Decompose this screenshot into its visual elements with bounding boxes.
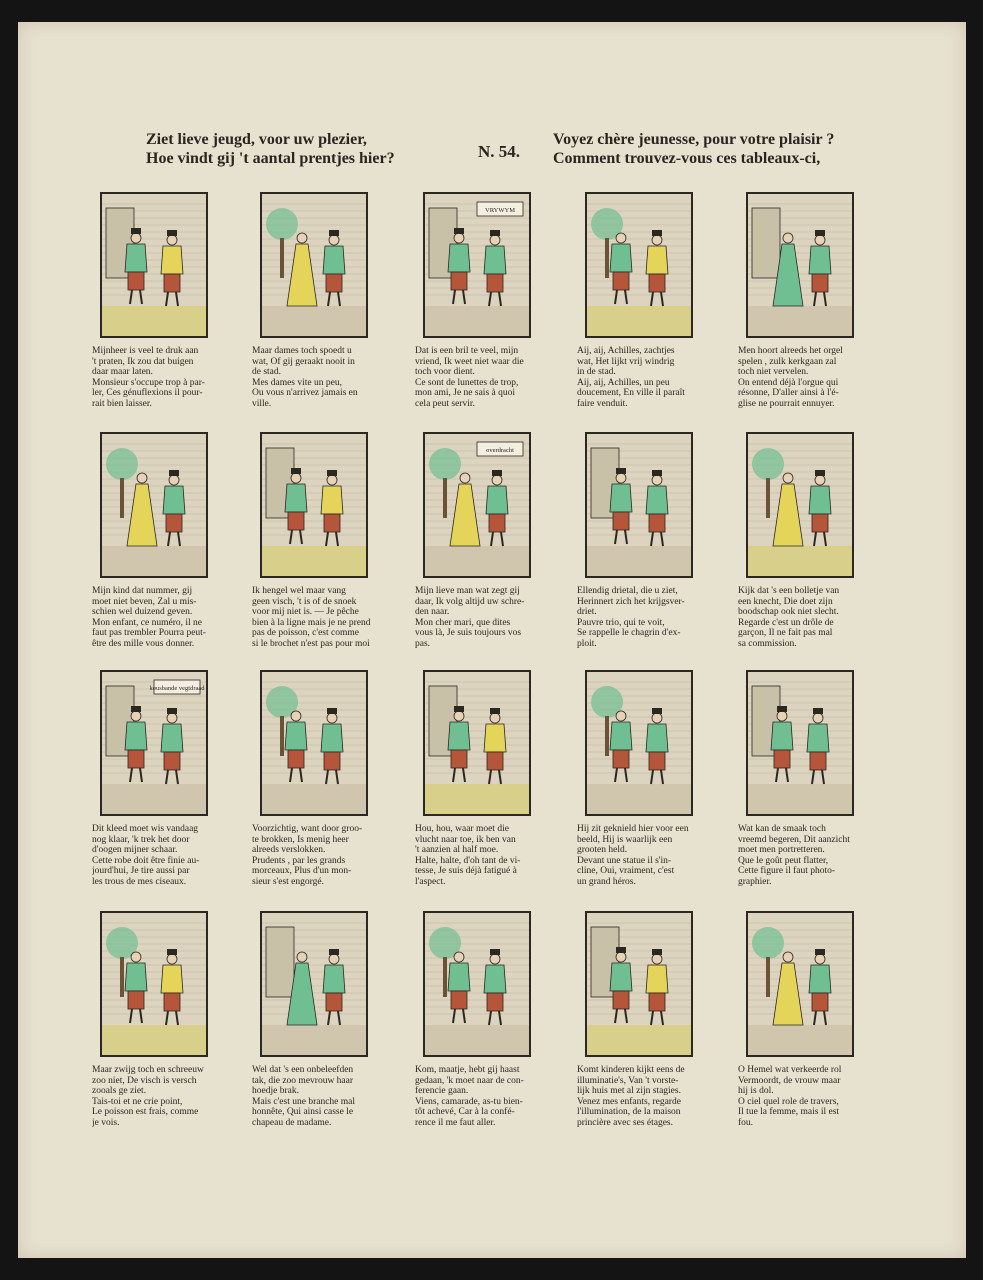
woodcut-illustration <box>585 192 693 338</box>
panel-caption <box>252 586 410 650</box>
caption-line: daar, Ik volg altijd uw schre- <box>415 596 525 607</box>
woodcut-illustration <box>100 192 208 338</box>
caption-line: geen visch, 't is of de snoek <box>252 596 357 607</box>
caption-line: spelen , zulk kerkgaan zal <box>738 356 837 367</box>
building <box>752 208 780 278</box>
tree-trunk <box>280 238 284 278</box>
header-french-line1: Voyez chère jeunesse, pour votre plaisir ? <box>553 131 835 148</box>
caption-line: ploit. <box>577 638 597 649</box>
panel-caption <box>577 824 735 888</box>
caption-line: sa commission. <box>738 638 797 649</box>
caption-line: Komt kinderen kijkt eens de <box>577 1065 685 1075</box>
caption-line: daar maar laten. <box>92 367 153 378</box>
caption-line: rait bien laisser. <box>92 398 152 409</box>
tree-trunk <box>766 957 770 997</box>
tree-trunk <box>766 478 770 518</box>
caption-line: Ellendig drietal, die u ziet, <box>577 586 678 596</box>
panel-caption <box>738 824 896 888</box>
caption-line: voor mij niet is. — Je pêche <box>252 607 359 618</box>
caption-line: ler, Ces génuflexions il pour- <box>92 388 203 399</box>
caption-line: Maar dames toch spoedt u <box>252 346 352 356</box>
caption-line: den naar. <box>415 607 450 618</box>
panel-caption <box>252 1065 410 1129</box>
caption-line: pas. <box>415 638 431 649</box>
shop-sign-text: kousbande vegtdraad <box>149 685 205 692</box>
caption-line: vreemd begeren, Dit aanzicht <box>738 834 850 845</box>
caption-line: Il tue la femme, mais il est <box>738 1107 840 1118</box>
shop-sign-text: VRYWYM <box>485 207 515 214</box>
caption-line: Herinnert zich het krijgsver- <box>577 596 685 607</box>
tree-trunk <box>443 478 447 518</box>
caption-line: Vermoordt, de vrouw maar <box>738 1075 841 1086</box>
caption-line: Voorzichtig, want door groo- <box>252 824 363 834</box>
caption-line: O ciel quel role de travers, <box>738 1096 839 1107</box>
building <box>266 927 294 997</box>
caption-line: mon ami, Je ne sais à quoi <box>415 388 515 399</box>
woodcut-illustration <box>585 670 693 816</box>
caption-line: nog klaar, 'k trek het door <box>92 834 190 845</box>
caption-line: te brokken, Is menig heer <box>252 834 349 845</box>
caption-line: chapeau de madame. <box>252 1117 332 1128</box>
panel-caption <box>577 586 735 650</box>
caption-line: être des mille vous donner. <box>92 638 195 649</box>
caption-line: faire venduit. <box>577 398 628 409</box>
caption-line: Mon cher mari, que dites <box>415 617 511 628</box>
caption-line: in de stad. <box>577 367 616 378</box>
caption-line: l'illumination, de la maison <box>577 1107 681 1118</box>
caption-line: wat, Of gij geraakt nooit in <box>252 356 355 367</box>
caption-line: vous là, Je suis toujours vos <box>415 628 522 639</box>
caption-line: glise ne pourrait ennuyer. <box>738 398 835 409</box>
caption-line: Mijnheer is veel te druk aan <box>92 346 199 356</box>
panel-caption <box>92 586 250 650</box>
caption-line: je vois. <box>92 1117 120 1128</box>
tree-trunk <box>443 957 447 997</box>
caption-line: tesse, Je suis déjà fatigué à <box>415 866 517 877</box>
panel-caption <box>577 1065 735 1129</box>
woodcut-illustration <box>100 670 208 816</box>
caption-line: illuminatie's, Van 't vorste- <box>577 1075 679 1086</box>
caption-line: cela peut servir. <box>415 398 475 409</box>
woodcut-illustration <box>260 670 368 816</box>
woodcut-illustration <box>260 911 368 1057</box>
header-dutch-line1: Ziet lieve jeugd, voor uw plezier, <box>146 131 367 148</box>
panel-caption <box>738 586 896 650</box>
caption-line: vlucht naar toe, ik ben van <box>415 834 516 845</box>
caption-line: Tais-toi et ne crie point, <box>92 1096 183 1107</box>
caption-line: Kom, maatje, hebt gij haast <box>415 1065 520 1075</box>
panel-caption <box>577 346 735 410</box>
panel-caption <box>415 1065 573 1129</box>
caption-line: morceaux, Plus d'un mon- <box>252 866 352 877</box>
caption-line: Viens, camarade, as-tu bien- <box>415 1096 523 1107</box>
caption-line: gedaan, 'k moet naar de con- <box>415 1075 524 1086</box>
header-french <box>553 130 834 168</box>
caption-line: Devant une statue il s'in- <box>577 855 672 866</box>
caption-line: un grand héros. <box>577 876 636 887</box>
caption-line: résonne, D'aller ainsi à l'é- <box>738 388 839 399</box>
caption-line: zoo niet, De visch is versch <box>92 1075 197 1086</box>
caption-line: Kijk dat 's een bolletje van <box>738 586 840 596</box>
caption-line: de stad. <box>252 367 282 378</box>
caption-line: Ou vous n'arrivez jamais en <box>252 388 358 399</box>
caption-line: O Hemel wat verkeerde rol <box>738 1065 842 1075</box>
tree <box>752 927 784 959</box>
caption-line: grooten held. <box>577 845 628 856</box>
shop-sign-text: overdracht <box>486 447 514 454</box>
caption-line: jourd'hui, Je tire aussi par <box>92 866 190 877</box>
caption-line: schien wel duizend geven. <box>92 607 193 618</box>
caption-line: Hij zit geknield hier voor een <box>577 824 689 834</box>
caption-line: boodschap ook niet slecht. <box>738 607 839 618</box>
caption-line: Le poisson est frais, comme <box>92 1107 199 1118</box>
caption-line: Hou, hou, waar moet die <box>415 824 509 834</box>
woodcut-illustration <box>260 432 368 578</box>
caption-line: l'aspect. <box>415 876 446 887</box>
header-dutch-line2: Hoe vindt gij 't aantal prentjes hier? <box>146 150 395 167</box>
panel-caption <box>252 824 410 888</box>
print-sheet <box>18 22 966 1258</box>
panel-caption <box>415 346 573 410</box>
caption-line: 't praten, Ik zou dat buigen <box>92 356 194 367</box>
woodcut-illustration <box>585 432 693 578</box>
header-french-line2: Comment trouvez-vous ces tableaux-ci, <box>553 150 821 167</box>
caption-line: honnête, Qui ainsi casse le <box>252 1107 354 1118</box>
woodcut-illustration <box>100 432 208 578</box>
caption-line: hoedje brak. <box>252 1086 299 1097</box>
caption-line: vriend, Ik weet niet waar die <box>415 356 524 367</box>
woodcut-illustration <box>585 911 693 1057</box>
caption-line: toch voor dient. <box>415 367 475 378</box>
woodcut-illustration <box>746 432 854 578</box>
tree <box>429 448 461 480</box>
tree-trunk <box>120 478 124 518</box>
panel-caption <box>92 346 250 410</box>
caption-line: pas de poisson, c'est comme <box>252 628 359 639</box>
caption-line: Regarde c'est un drôle de <box>738 617 834 628</box>
caption-line: Monsieur s'occupe trop à par- <box>92 377 205 388</box>
caption-line: ferencie gaan. <box>415 1086 469 1097</box>
caption-line: beeld, Hij is waarlijk een <box>577 834 673 845</box>
panel-caption <box>415 586 573 650</box>
woodcut-illustration <box>423 432 531 578</box>
caption-line: Que le goût peut flatter, <box>738 855 829 866</box>
woodcut-illustration <box>423 911 531 1057</box>
caption-line: Wel dat 's een onbeleefden <box>252 1065 354 1075</box>
caption-line: graphier. <box>738 876 772 887</box>
tree <box>266 208 298 240</box>
caption-line: tôt achevé, Car à la confé- <box>415 1107 515 1118</box>
caption-line: Prudents , par les grands <box>252 855 346 866</box>
caption-line: Wat kan de smaak toch <box>738 824 826 834</box>
caption-line: Men hoort alreeds het orgel <box>738 346 843 356</box>
caption-line: tak, die zoo mevrouw haar <box>252 1075 354 1086</box>
caption-line: Se rappelle le chagrin d'ex- <box>577 628 681 639</box>
caption-line: On entend déjà l'orgue qui <box>738 377 839 388</box>
panel-caption <box>738 346 896 410</box>
caption-line: sieur s'est engorgé. <box>252 876 324 887</box>
caption-line: toch niet vervelen. <box>738 367 809 378</box>
caption-line: Mijn kind dat nummer, gij <box>92 586 193 596</box>
caption-line: moet men portretteren. <box>738 845 825 856</box>
panel-caption <box>92 1065 250 1129</box>
caption-line: Aij, aij, Achilles, un peu <box>577 377 670 388</box>
caption-line: cline, Oui, vraiment, c'est <box>577 866 675 877</box>
caption-line: Mon enfant, ce numéro, il ne <box>92 617 203 628</box>
header-dutch <box>146 130 395 168</box>
caption-line: garçon, Il ne fait pas mal <box>738 628 833 639</box>
caption-line: fou. <box>738 1117 754 1128</box>
sheet-number: N. 54. <box>478 142 521 161</box>
caption-line: Mes dames vite un peu, <box>252 377 342 388</box>
caption-line: les trous de mes ciseaux. <box>92 876 187 887</box>
tree-trunk <box>605 716 609 756</box>
caption-line: princière avec ses étages. <box>577 1117 674 1128</box>
caption-line: Cette figure il faut photo- <box>738 866 836 877</box>
caption-line: moet niet beven, Zal u mis- <box>92 596 197 607</box>
caption-line: een knecht, Die doet zijn <box>738 596 833 607</box>
caption-line: bien à la ligne mais je ne prend <box>252 617 371 628</box>
caption-line: Aij, aij, Achilles, zachtjes <box>577 346 675 356</box>
caption-line: d'oogen mijner schaar. <box>92 845 178 856</box>
caption-line: Mais c'est une branche mal <box>252 1096 356 1107</box>
caption-line: Ce sont de lunettes de trop, <box>415 377 519 388</box>
caption-line: doucement, En ville il paraît <box>577 388 685 399</box>
tree-trunk <box>120 957 124 997</box>
woodcut-illustration <box>423 192 531 338</box>
caption-line: alreeds verslokken. <box>252 845 326 856</box>
caption-line: Halte, halte, d'oh tant de vi- <box>415 855 521 866</box>
caption-line: Maar zwijg toch en schreeuw <box>92 1065 204 1075</box>
caption-line: Dit kleed moet wis vandaag <box>92 824 199 834</box>
caption-line: Ik hengel wel maar vang <box>252 586 346 596</box>
caption-line: driet. <box>577 607 597 618</box>
tree-trunk <box>280 716 284 756</box>
caption-line: Mijn lieve man wat zegt gij <box>415 586 520 596</box>
panel-caption <box>252 346 410 410</box>
caption-line: zooals ge ziet. <box>92 1086 147 1097</box>
caption-line: Cette robe doit être finie au- <box>92 855 200 866</box>
woodcut-illustration <box>746 911 854 1057</box>
caption-line: Pauvre trio, qui te voit, <box>577 617 665 628</box>
tree-trunk <box>605 238 609 278</box>
woodcut-illustration <box>746 670 854 816</box>
caption-line: 't aanzien al half moe. <box>415 845 499 856</box>
tree <box>752 448 784 480</box>
woodcut-illustration <box>423 670 531 816</box>
panel-caption <box>92 824 250 888</box>
caption-line: Dat is een bril te veel, mijn <box>415 346 519 356</box>
panel-caption <box>415 824 573 888</box>
caption-line: rence il me faut aller. <box>415 1117 496 1128</box>
woodcut-illustration <box>100 911 208 1057</box>
caption-line: ville. <box>252 398 272 409</box>
caption-line: hij is dol. <box>738 1086 774 1097</box>
panel-caption <box>738 1065 896 1129</box>
caption-line: lijk huis met al zijn stagies. <box>577 1086 681 1097</box>
caption-line: wat, Het lijkt vrij windrig <box>577 356 675 367</box>
woodcut-illustration <box>260 192 368 338</box>
woodcut-illustration <box>746 192 854 338</box>
caption-line: si le brochet n'est pas pour moi <box>252 638 370 649</box>
tree <box>106 448 138 480</box>
caption-line: Venez mes enfants, regarde <box>577 1096 681 1107</box>
caption-line: faut pas trembler Pourra peut- <box>92 628 206 639</box>
